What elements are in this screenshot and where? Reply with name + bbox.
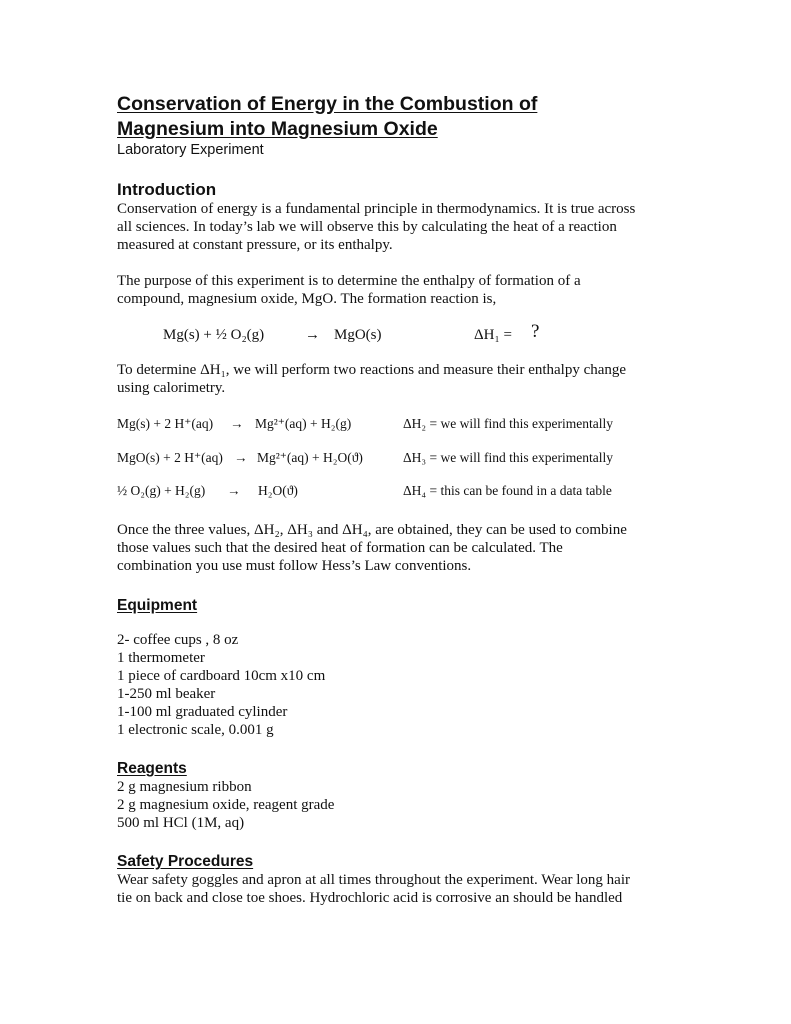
introduction-heading: Introduction <box>117 180 217 199</box>
formation-enthalpy-unknown: ? <box>531 321 540 342</box>
document-title-line-2: Magnesium into Magnesium Oxide <box>117 118 438 140</box>
reaction-arrow: → <box>230 416 244 431</box>
formation-reaction <box>117 321 677 344</box>
reaction-left: Mg(s) + 2 H⁺(aq) <box>117 416 214 431</box>
reaction-enthalpy-note: ΔH₃ = we will find this experimentally <box>403 450 613 465</box>
reaction-left: MgO(s) + 2 H⁺(aq) <box>117 450 223 465</box>
equipment-heading: Equipment <box>117 597 198 614</box>
formation-product: MgO(s) <box>334 327 382 343</box>
reaction-row <box>117 483 677 499</box>
text-line: measured at constant pressure, or its enthalpy. <box>117 237 393 253</box>
list-item: 1 electronic scale, 0.001 g <box>117 722 274 738</box>
list-item: 500 ml HCl (1M, aq) <box>117 815 245 831</box>
reaction-right: Mg²⁺(aq) + H₂(g) <box>255 416 352 431</box>
text-line: using calorimetry. <box>117 380 226 396</box>
text-line: Once the three values, ΔH₂, ΔH₃ and ΔH₄, are obtained, they can be used to combine <box>117 522 627 538</box>
text-line: compound, magnesium oxide, MgO. The formation reaction is, <box>117 291 497 307</box>
intro-paragraph-3 <box>117 361 677 397</box>
reagents-list <box>117 778 677 832</box>
list-item: 1 thermometer <box>117 650 205 666</box>
intro-paragraph-4 <box>117 521 677 575</box>
reaction-right: Mg²⁺(aq) + H₂O(ϑ) <box>257 450 363 465</box>
list-item: 2 g magnesium ribbon <box>117 779 252 795</box>
reaction-left: ½ O₂(g) + H₂(g) <box>117 483 206 498</box>
list-item: 1 piece of cardboard 10cm x10 cm <box>117 668 326 684</box>
reaction-row <box>117 416 677 432</box>
document-page <box>117 92 677 907</box>
list-item: 2- coffee cups , 8 oz <box>117 632 239 648</box>
intro-paragraph-2 <box>117 272 677 308</box>
text-line: Conservation of energy is a fundamental principle in thermodynamics. It is true across <box>117 201 636 217</box>
list-item: 1-250 ml beaker <box>117 686 216 702</box>
reaction-right: H₂O(ϑ) <box>258 483 298 498</box>
reaction-arrow: → <box>227 483 241 498</box>
document-title-line-1: Conservation of Energy in the Combustion of <box>117 93 538 115</box>
formation-enthalpy-label: ΔH₁ = <box>474 327 512 343</box>
reaction-arrow: → <box>305 327 320 343</box>
equipment-list <box>117 631 677 739</box>
text-line: all sciences. In today’s lab we will observe this by calculating the heat of a reaction <box>117 219 617 235</box>
list-item: 1-100 ml graduated cylinder <box>117 704 288 720</box>
document-subtitle: Laboratory Experiment <box>117 142 264 158</box>
text-line: To determine ΔH₁, we will perform two reactions and measure their enthalpy change <box>117 362 627 378</box>
reagents-heading: Reagents <box>117 760 187 777</box>
safety-heading: Safety Procedures <box>117 853 254 870</box>
reaction-arrow: → <box>234 450 248 465</box>
text-line: those values such that the desired heat of formation can be calculated. The <box>117 540 563 556</box>
list-item: 2 g magnesium oxide, reagent grade <box>117 797 335 813</box>
text-line: tie on back and close toe shoes. Hydrochloric acid is corrosive an should be handled <box>117 890 623 906</box>
safety-paragraph <box>117 871 677 907</box>
reaction-row <box>117 450 677 466</box>
intro-paragraph-1 <box>117 200 677 254</box>
reaction-enthalpy-note: ΔH₂ = we will find this experimentally <box>403 416 613 431</box>
text-line: The purpose of this experiment is to determine the enthalpy of formation of a <box>117 273 581 289</box>
reaction-list <box>117 416 677 499</box>
formation-reactants: Mg(s) + ½ O₂(g) <box>163 327 265 343</box>
reaction-enthalpy-note: ΔH₄ = this can be found in a data table <box>403 483 612 498</box>
text-line: Wear safety goggles and apron at all times throughout the experiment. Wear long hair <box>117 872 630 888</box>
text-line: combination you use must follow Hess’s Law conventions. <box>117 558 472 574</box>
